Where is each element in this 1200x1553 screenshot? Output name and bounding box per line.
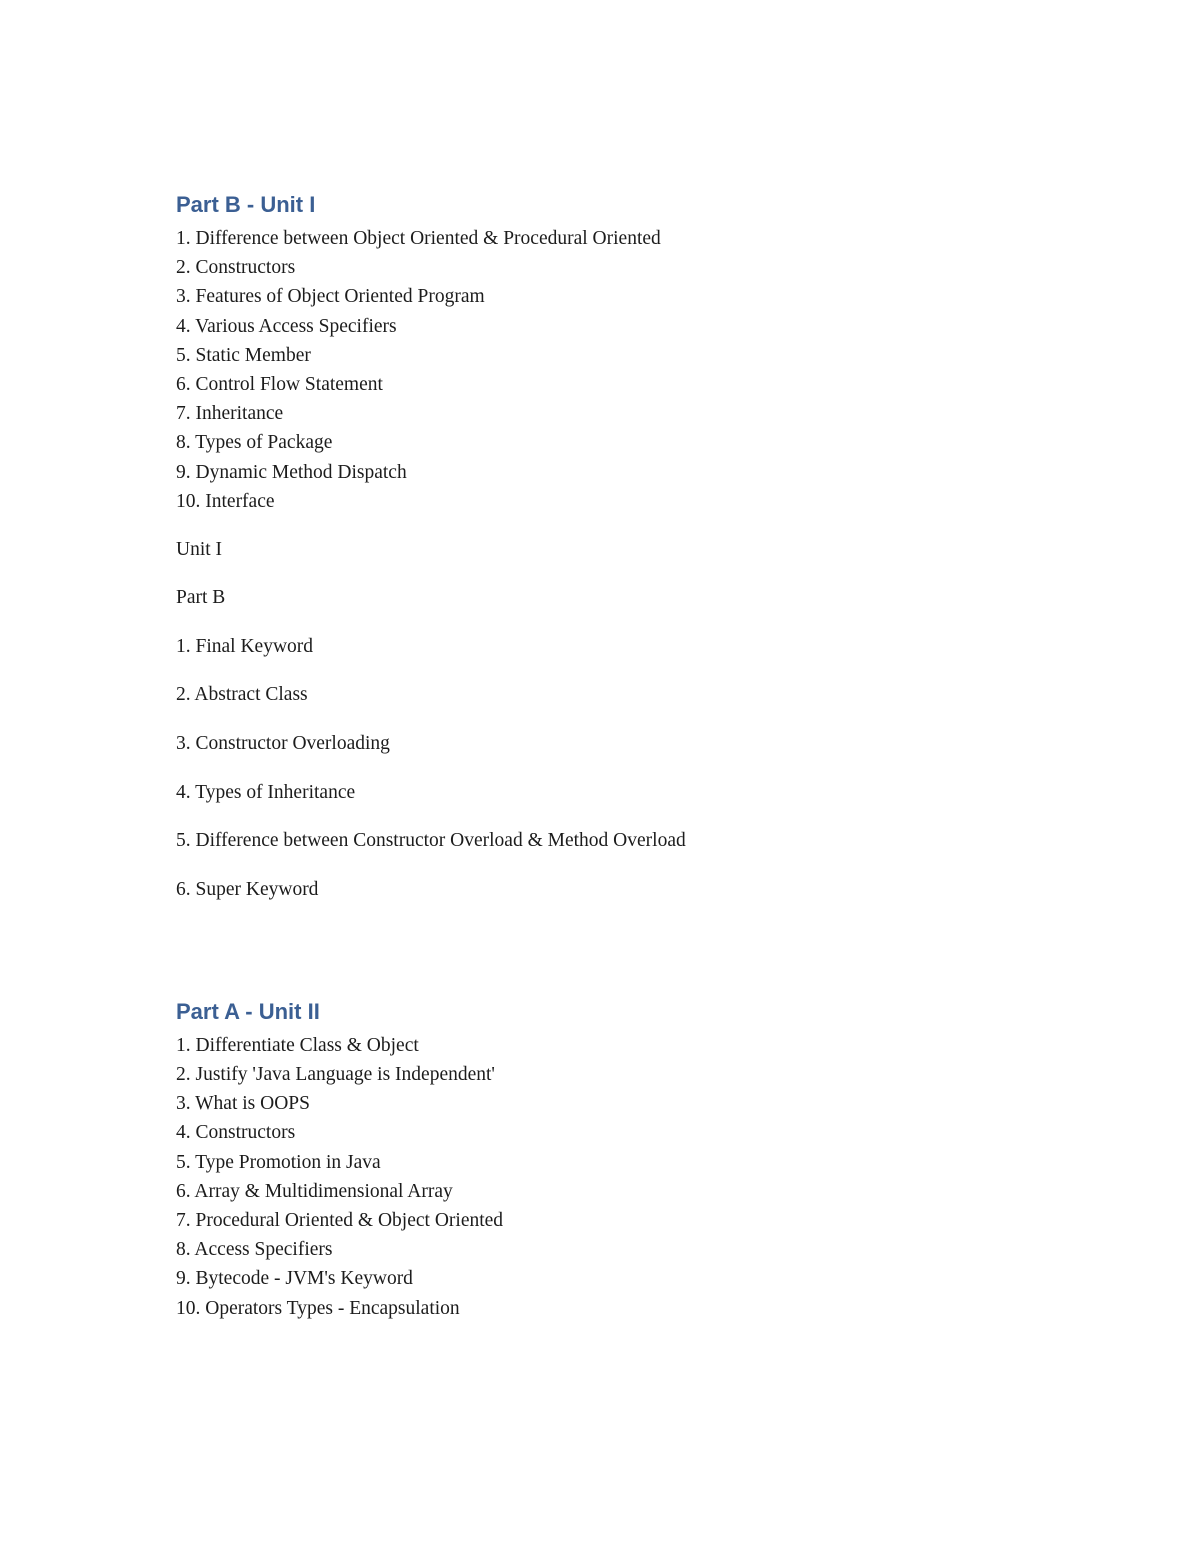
list-item: 8. Access Specifiers [176, 1239, 333, 1261]
section-heading-part-b-unit-1: Part B - Unit I [176, 192, 316, 217]
list-item: 5. Type Promotion in Java [176, 1151, 381, 1173]
list-item: 8. Types of Package [176, 432, 333, 454]
part-b-unit-1-list [176, 224, 1136, 516]
list-item: 2. Justify 'Java Language is Independent' [176, 1063, 495, 1085]
list-item: 4. Types of Inheritance [176, 781, 356, 803]
list-item: 9. Bytecode - JVM's Keyword [176, 1268, 413, 1290]
list-item: 4. Various Access Specifiers [176, 315, 397, 337]
section-heading-part-a-unit-2: Part A - Unit II [176, 998, 320, 1024]
document-content [176, 190, 1136, 1323]
unit-label: Unit I [176, 539, 223, 561]
list-item: 6. Super Keyword [176, 878, 319, 900]
list-item: 5. Static Member [176, 344, 311, 366]
list-item: 1. Final Keyword [176, 635, 314, 657]
list-item: 10. Interface [176, 490, 275, 512]
list-item: 5. Difference between Constructor Overload & Method Overload [176, 830, 686, 852]
unit-1-part-b-list [176, 632, 1136, 904]
list-item: 3. Constructor Overloading [176, 733, 390, 754]
list-item: 3. What is OOPS [176, 1093, 310, 1115]
list-item: 7. Procedural Oriented & Object Oriented [176, 1210, 504, 1231]
list-item: 6. Array & Multidimensional Array [176, 1180, 453, 1202]
list-item: 2. Abstract Class [176, 684, 308, 706]
list-item: 6. Control Flow Statement [176, 374, 383, 396]
list-item: 10. Operators Types - Encapsulation [176, 1297, 460, 1319]
list-item: 1. Differentiate Class & Object [176, 1034, 419, 1056]
list-item: 2. Constructors [176, 257, 296, 279]
list-item: 1. Difference between Object Oriented & Procedural Oriented [176, 228, 661, 249]
list-item: 7. Inheritance [176, 403, 284, 425]
part-a-unit-2-list [176, 1031, 1136, 1323]
list-item: 4. Constructors [176, 1122, 296, 1144]
list-item: 9. Dynamic Method Dispatch [176, 461, 407, 483]
list-item: 3. Features of Object Oriented Program [176, 286, 485, 308]
part-label: Part B [176, 587, 226, 609]
